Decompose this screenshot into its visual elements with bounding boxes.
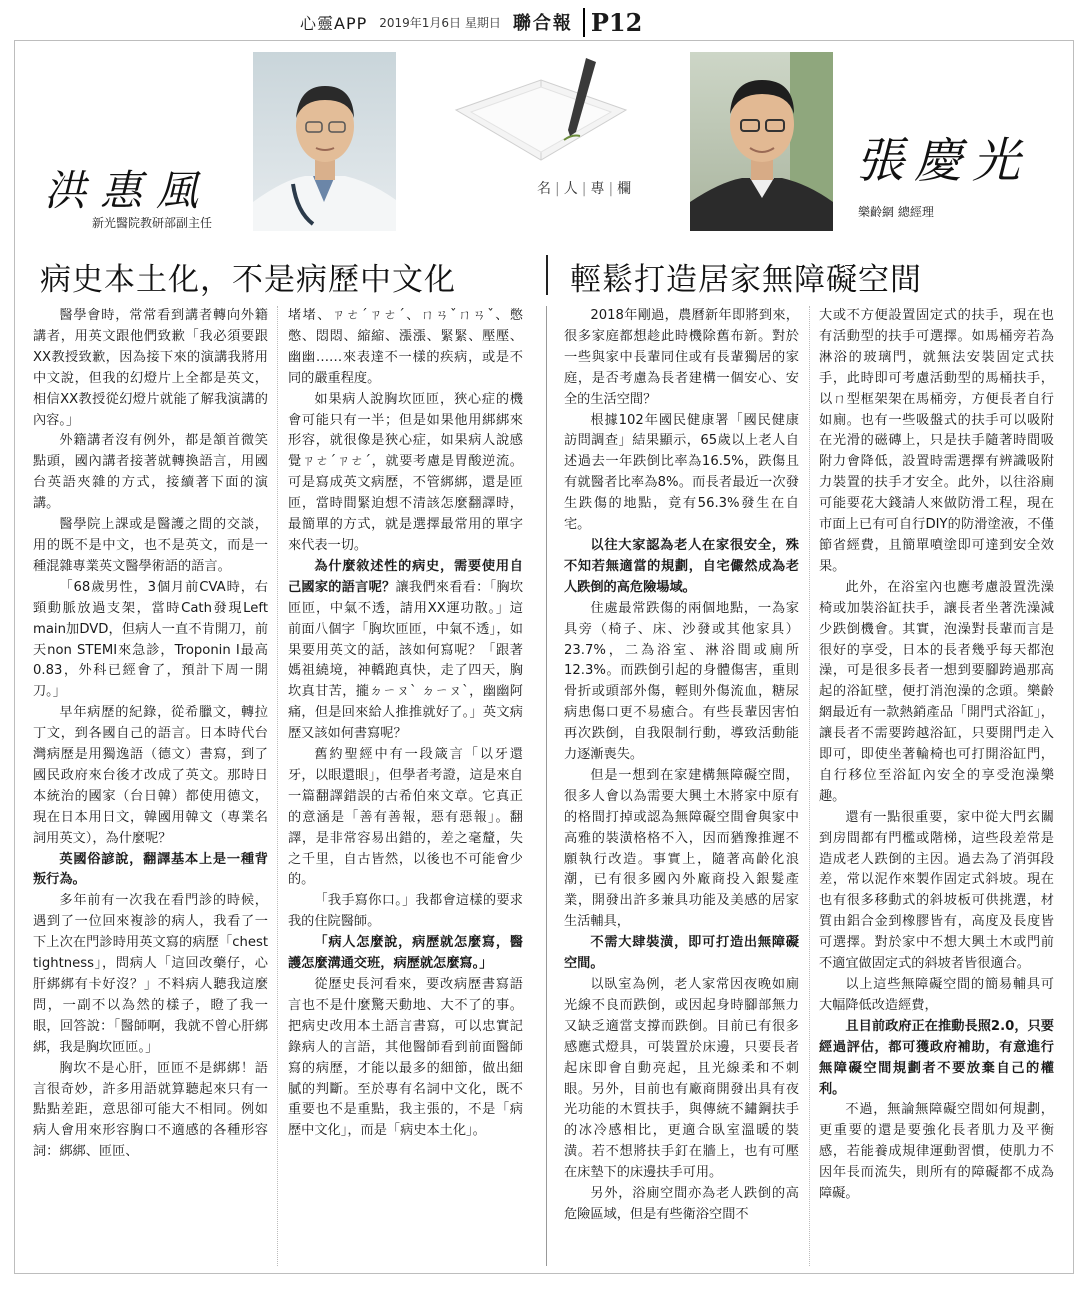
article-paragraph: [819, 1100, 1054, 1205]
paragraph-text: 不過，無論無障礙空間如何規劃，更重要的還是要強化長者肌力及平衡感，若能養成規律運動習慣，使肌力不因年長而流失，則所有的障礙都不成為障礙。: [819, 1102, 1054, 1202]
article-divider: [546, 306, 547, 1266]
bold-lead: 且目前政府正在推動長照2.0，只要經過評估，都可獲政府補助，有意進行無障礙空間規劃者不要放棄自己的權利。: [819, 1018, 1054, 1097]
article-paragraph: [33, 891, 268, 1058]
article-paragraph: [288, 745, 523, 891]
article-paragraph: [564, 1184, 799, 1226]
article-paragraph: [564, 599, 799, 766]
article-paragraph: [819, 306, 1054, 578]
right-headline: 輕鬆打造居家無障礙空間: [570, 262, 922, 298]
page-number: P12: [583, 8, 642, 37]
left-article-column-2: [288, 306, 523, 1266]
paragraph-text: 外籍講者沒有例外，都是頷首微笑點頭，國內講者接著就轉換語言，用國台英語夾雜的方式，接續著下面的演講。: [33, 433, 268, 512]
section-name: 心靈APP: [300, 13, 368, 33]
paragraph-text: 早年病歷的紀錄，從希臘文，轉拉丁文，到各國自己的語言。日本時代台灣病歷是用獨逸語（德文）書寫，到了國民政府來台後才改成了英文。那時日本統治的國家（台日韓）都使用德文，現在日本用日文，韓國用韓文（專業名詞用英文），為什麼呢？: [33, 705, 268, 846]
bold-lead: 不需大肆裝潢，即可打造出無障礙空間。: [564, 935, 799, 972]
article-paragraph: [819, 975, 1054, 1017]
column-name-char: 名: [537, 181, 553, 197]
right-author-signature: 張慶光: [856, 133, 1031, 189]
article-paragraph: [33, 578, 268, 703]
paragraph-text: 根據102年國民健康署「國民健康訪問調查」結果顯示，65歲以上老人自述過去一年跌倒比率為16.5%，跌傷且有就醫者比率為8%。而長者最近一次發生跌傷的地點，竟有56.3%發生在自宅。: [564, 412, 799, 533]
article-paragraph: [819, 578, 1054, 808]
bold-lead: 為什麼敘述性的病史，需要使用自己國家的語言呢？: [288, 558, 523, 595]
left-headline: 病史本土化，不是病歷中文化: [40, 262, 456, 298]
article-paragraph: [288, 933, 523, 975]
paragraph-text: 「我手寫你口。」我都會這樣的要求我的住院醫師。: [288, 893, 523, 930]
article-paragraph: [33, 431, 268, 515]
article-paragraph: [288, 306, 523, 390]
paragraph-text: 醫學會時，常常看到講者轉向外籍講者，用英文跟他們致歉「我必須要跟XX教授致歉，因為接下來的演講我將用中文說，但我的幻燈片上全都是英文，相信XX教授從幻燈片就能了解我演講的內容。」: [33, 308, 268, 428]
column-name: 名 | 人 | 專 | 欄: [537, 181, 634, 197]
article-paragraph: [33, 306, 268, 431]
article-paragraph: [33, 703, 268, 849]
column-divider: [277, 306, 278, 1266]
column-name-char: 欄: [617, 181, 634, 197]
newspaper-logo: 聯合報: [512, 13, 573, 34]
right-author-photo: [690, 52, 833, 231]
headline-divider: [546, 255, 548, 295]
article-paragraph: [819, 1017, 1054, 1101]
paragraph-text: 如果病人說胸坎匝匝，狹心症的機會可能只有一半；但是如果他用綁綁來形容，就很像是狹心症，如果病人說感覺ㄗㄜˊㄗㄜˊ，就要考慮是胃酸逆流。可是寫成英文病歷，不管綁綁，還是匝匝，當時間緊迫想不清該怎麼翻譯時，最簡單的方式，就是選擇最常用的單字來代表一切。: [288, 391, 523, 553]
article-paragraph: [564, 975, 799, 1184]
paragraph-text: 以臥室為例，老人家常因夜晚如廁光線不良而跌倒，或因起身時腳部無力又缺乏適當支撐而跌倒。目前已有很多感應式燈具，可裝置於床邊，只要長者起床即會自動亮起，且光線柔和不刺眼。另外，目前也有廠商開發出具有夜光功能的木質扶手，與傳統不鏽鋼扶手的冰冷感相比，更適合臥室溫暖的裝潢。若不想將扶手釘在牆上，也有可壓在床墊下的床邊扶手可用。: [564, 977, 799, 1181]
paragraph-text: 2018年剛過，農曆新年即將到來，很多家庭都想趁此時機除舊布新。對於一些與家中長輩同住或有長輩獨居的家庭，是否考慮為長者建構一個安心、安全的生活空間？: [564, 308, 799, 407]
paragraph-text: 大或不方便設置固定式的扶手，現在也有活動型的扶手可選擇。如馬桶旁若為淋浴的玻璃門，就無法安裝固定式扶手，此時即可考慮活動型的馬桶扶手，以ㄇ型框架架在馬桶旁，方便長者自行如廁。也有一些吸盤式的扶手可以吸附在光滑的磁磚上，只是扶手隨著時間吸附力會降低，設置時需選擇有辨識吸附力裝置的扶手才安全。此外，以往浴廁可能要花大錢請人來做防滑工程，現在市面上已有可自行DIY的防滑塗液，不僅節省經費，且簡單噴塗即可達到安全效果。: [819, 308, 1054, 574]
article-paragraph: [288, 557, 523, 745]
bold-lead: 「病人怎麼說，病歷就怎麼寫，醫護怎麼溝通交班，病歷就怎麼寫。」: [288, 935, 523, 972]
article-paragraph: [33, 1059, 268, 1164]
article-paragraph: [564, 411, 799, 536]
paragraph-text: 住處最常跌傷的兩個地點，一為家具旁（椅子、床、沙發或其他家具）23.7%，二為浴室、淋浴間或廁所12.3%。而跌倒引起的身體傷害，重則骨折或頭部外傷，輕則外傷流血，糖尿病患傷口更不易癒合。有些長輩因害怕再次跌倒，自我限制行動，導致活動能力逐漸喪失。: [564, 600, 799, 763]
paragraph-text: 但是一想到在家建構無障礙空間，很多人會以為需要大興土木將家中原有的格間打掉或認為無障礙空間會與家中高雅的裝潢格格不入，因而猶豫推遲不願執行改造。事實上，隨著高齡化浪潮，已有很多國內外廠商投入銀髮產業，開發出許多兼具功能及美感的居家生活輔具，: [564, 767, 799, 930]
paragraph-text: 讓我們來看看：「胸坎匝匝，中氣不透，請用XX運功散。」這前面八個字「胸坎匝匝，中氣不透」，如果要用英文的話，該如何寫呢？「跟著媽祖繞境，神轎跑真快，走了四天，胸坎真甘苦，攏ㄉㄧㄡˋ ㄉㄧㄡˋ，幽幽阿痛，但是回來給人推推就好了。」英文病歷又該如何書寫呢？: [288, 579, 523, 742]
paragraph-text: 以上這些無障礙空間的簡易輔具可大幅降低改造經費，: [819, 977, 1054, 1013]
article-paragraph: [564, 536, 799, 599]
right-author-title: 樂齡網 總經理: [858, 205, 934, 219]
paragraph-text: 從歷史長河看來，要改病歷書寫語言也不是什麼驚天動地、大不了的事。把病史改用本土語言書寫，可以忠實記錄病人的言語，其他醫師看到前面醫師寫的病歷，才能以最多的細節，做出細膩的判斷。至於專有名詞中文化，既不重要也不是重點，我主張的，不是「病歷中文化」，而是「病史本土化」。: [288, 977, 523, 1139]
right-article-column-1: [564, 306, 799, 1266]
paragraph-text: 舊約聖經中有一段箴言「以牙還牙，以眼還眼」，但學者考證，這是來自一篇翻譯錯誤的古希伯來文章。它真正的意涵是「善有善報，惡有惡報」。翻譯，是非常容易出錯的，差之毫釐，失之千里，自古皆然，以後也不可能會少的。: [288, 747, 523, 888]
paragraph-text: 堵堵、ㄗㄜˊㄗㄜˊ、ㄇㄢˇㄇㄢˇ、憋憋、悶悶、縮縮、漲漲、緊緊、壓壓、幽幽……來表達不一樣的疾病，或是不同的嚴重程度。: [288, 308, 523, 386]
paragraph-text: 此外，在浴室內也應考慮設置洗澡椅或加裝浴缸扶手，讓長者坐著洗澡減少跌倒機會。其實，泡澡對長輩而言是很好的享受，日本的長者幾乎每天都泡澡，可是很多長者一想到要腳跨過那高起的浴缸壁，便打消泡澡的念頭。樂齡網最近有一款熱銷產品「開門式浴缸」，讓長者不需要跨越浴缸，只要開門走入即可，即使坐著輪椅也可打開浴缸門，自行移位至浴缸內安全的享受泡澡樂趣。: [819, 579, 1054, 804]
portrait-manager-image: [690, 52, 833, 231]
article-paragraph: [564, 306, 799, 411]
publish-date: 2019年1月6日 星期日: [379, 15, 501, 30]
column-divider: [809, 306, 810, 1266]
article-paragraph: [33, 515, 268, 578]
article-paragraph: [33, 850, 268, 892]
article-paragraph: [819, 808, 1054, 975]
right-article-column-2: [819, 306, 1054, 1266]
paragraph-text: 還有一點很重要，家中從大門玄關到房間都有門檻或階梯，這些段差常是造成老人跌倒的主因。過去為了消弭段差，常以泥作來製作固定式斜坡。現在也有很多移動式的斜坡板可供挑選，材質由鋁合金到橡膠皆有，高度及長度皆可選擇。對於家中不想大興土木或門前不適宜做固定式的斜坡者皆很適合。: [819, 809, 1054, 972]
column-name-char: 專: [590, 181, 607, 197]
left-author-signature: 洪惠風: [44, 166, 213, 215]
column-name-char: 人: [563, 181, 580, 197]
bold-lead: 以往大家認為老人在家很安全，殊不知若無適當的規劃，自宅儼然成為老人跌倒的高危險場域。: [564, 537, 799, 595]
left-author-title: 新光醫院教研部副主任: [92, 216, 213, 230]
article-paragraph: [564, 766, 799, 933]
paragraph-text: 胸坎不是心肝，匝匝不是綁綁！語言很奇妙，許多用語就算聽起來只有一點點差距，意思卻可能大不相同。例如病人會用來形容胸口不適感的各種形容詞：綁綁、匝匝、: [33, 1060, 268, 1160]
article-paragraph: [564, 933, 799, 975]
left-author-photo: [253, 52, 396, 231]
bold-lead: 英國俗諺說，翻譯基本上是一種背叛行為。: [33, 851, 268, 888]
left-article-column-1: [33, 306, 268, 1266]
article-paragraph: [288, 390, 523, 557]
portrait-doctor-image: [253, 52, 396, 231]
article-paragraph: [288, 975, 523, 1142]
paragraph-text: 「68歲男性，3個月前CVA時，右頸動脈放過支架，當時Cath發現Left main加DVD，但病人一直不肯開刀，前天non STEMI來急診，Troponin I最高0.83，外科已經會了，預計下周一開刀。」: [33, 579, 268, 700]
paragraph-text: 醫學院上課或是醫護之間的交談，用的既不是中文，也不是英文，而是一種混雜專業英文醫學術語的語言。: [33, 517, 268, 574]
article-paragraph: [288, 891, 523, 933]
paragraph-text: 多年前有一次我在看門診的時候，遇到了一位回來複診的病人，我看了一下上次在門診時用英文寫的病歷「chest tightness」，問病人「這回改藥仔，心肝綁綁有卡好沒？」不料病人聽我這麼問，一副不以為然的樣子，瞪了我一眼，回答說：「醫師啊，我就不曾心肝綁綁，我是胸坎匝匝。」: [33, 893, 268, 1055]
column-logo-book-pen: [446, 50, 636, 170]
masthead: [300, 7, 643, 37]
paragraph-text: 另外，浴廁空間亦為老人跌倒的高危險區域，但是有些衛浴空間不: [564, 1186, 799, 1222]
